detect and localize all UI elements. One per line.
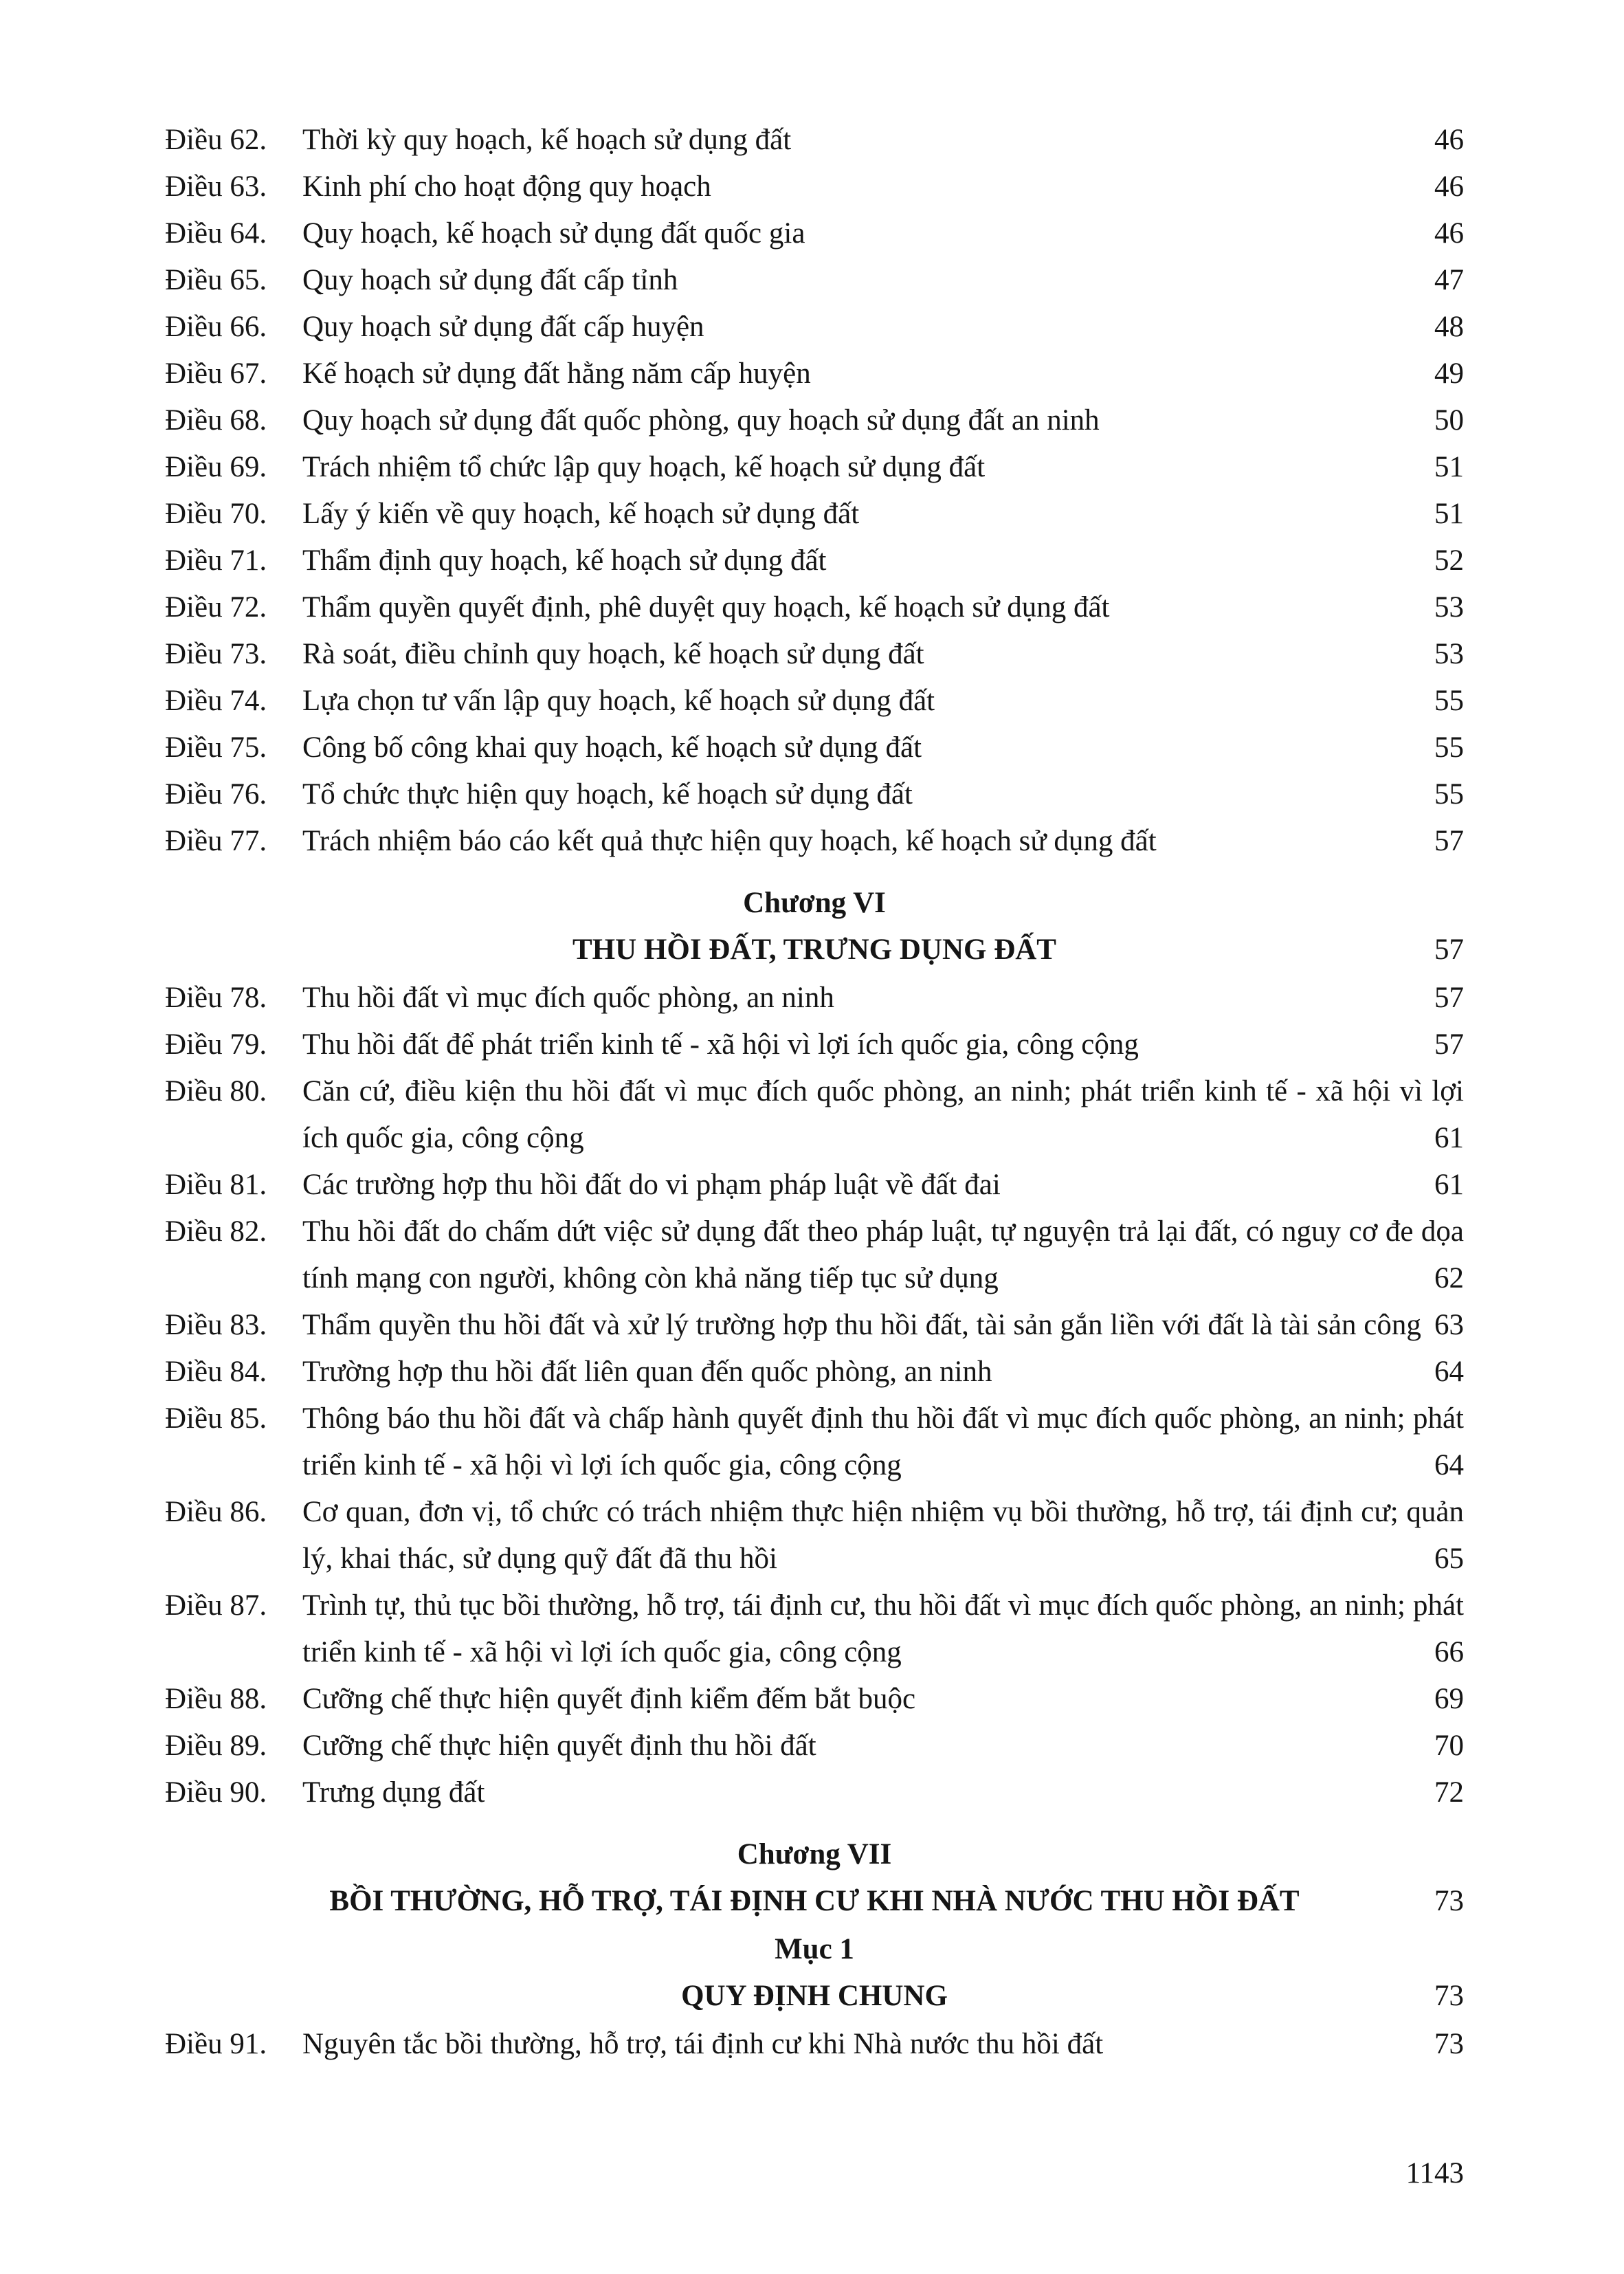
entry-number-label: Điều 64. — [165, 217, 267, 250]
entry-page-number: 61 — [1434, 1169, 1464, 1201]
entry-page-number: 61 — [1434, 1122, 1464, 1154]
entry-page-number: 51 — [1434, 498, 1464, 530]
entry-number-label: Điều 69. — [165, 451, 267, 483]
section-kicker: Mục 1 — [775, 1933, 854, 1965]
entry-number-label: Điều 83. — [165, 1309, 267, 1341]
toc-entry — [165, 1349, 1464, 1395]
entry-number-label: Điều 62. — [165, 124, 267, 156]
entry-number-label: Điều 82. — [165, 1215, 267, 1248]
entry-title: Thông báo thu hồi đất và chấp hành quyết định thu hồi đất vì mục đích quốc phòng, an ninh; phát triển kinh tế - xã hội vì lợi ích quốc gia, công cộng — [302, 1402, 1464, 1481]
entry-number-label: Điều 77. — [165, 825, 267, 857]
entry-page-number: 48 — [1434, 311, 1464, 343]
entry-number-label: Điều 70. — [165, 498, 267, 530]
entry-page-number: 70 — [1434, 1730, 1464, 1762]
entry-number-label: Điều 76. — [165, 778, 267, 810]
chapter-title: THU HỒI ĐẤT, TRƯNG DỤNG ĐẤT — [572, 934, 1056, 966]
entry-page-number: 55 — [1434, 731, 1464, 764]
toc-entry — [165, 1489, 1464, 1582]
entry-page-number: 46 — [1434, 124, 1464, 156]
entry-page-number: 64 — [1434, 1449, 1464, 1481]
entry-title: Tổ chức thực hiện quy hoạch, kế hoạch sử dụng đất — [302, 778, 913, 810]
entry-number-label: Điều 89. — [165, 1730, 267, 1762]
entry-page-number: 64 — [1434, 1356, 1464, 1388]
toc-entry — [165, 304, 1464, 351]
entry-page-number: 53 — [1434, 638, 1464, 670]
entry-page-number: 50 — [1434, 404, 1464, 437]
toc-entry — [165, 538, 1464, 584]
entry-title: Căn cứ, điều kiện thu hồi đất vì mục đích quốc phòng, an ninh; phát triển kinh tế - xã hội vì lợi ích quốc gia, công cộng — [302, 1075, 1464, 1154]
toc-entry — [165, 397, 1464, 444]
entry-title: Lựa chọn tư vấn lập quy hoạch, kế hoạch sử dụng đất — [302, 685, 935, 717]
entry-title: Cưỡng chế thực hiện quyết định kiểm đếm bắt buộc — [302, 1683, 916, 1715]
entry-number-label: Điều 86. — [165, 1496, 267, 1528]
toc-entry — [165, 1582, 1464, 1676]
entry-number-label: Điều 71. — [165, 544, 267, 577]
entry-number-label: Điều 80. — [165, 1075, 267, 1107]
entry-page-number: 49 — [1434, 357, 1464, 390]
entry-number-label: Điều 72. — [165, 591, 267, 623]
entry-title: Thời kỳ quy hoạch, kế hoạch sử dụng đất — [302, 124, 792, 156]
toc-entry — [165, 1022, 1464, 1068]
entry-number-label: Điều 91. — [165, 2028, 267, 2060]
entry-page-number: 62 — [1434, 1262, 1464, 1294]
toc-entry — [165, 1769, 1464, 1816]
entry-page-number: 55 — [1434, 685, 1464, 717]
entry-title: Quy hoạch sử dụng đất cấp tỉnh — [302, 264, 678, 296]
entry-page-number: 47 — [1434, 264, 1464, 296]
toc-chapter-heading — [165, 880, 1464, 973]
entry-title: Quy hoạch sử dụng đất cấp huyện — [302, 311, 704, 343]
entry-page-number: 73 — [1434, 2028, 1464, 2060]
entry-number-label: Điều 63. — [165, 170, 267, 203]
toc-entry — [165, 444, 1464, 491]
entry-page-number: 46 — [1434, 170, 1464, 203]
entry-title: Thu hồi đất để phát triển kinh tế - xã hội vì lợi ích quốc gia, công cộng — [302, 1028, 1139, 1061]
toc-list — [165, 117, 1464, 2068]
toc-entry — [165, 210, 1464, 257]
entry-page-number: 52 — [1434, 544, 1464, 577]
entry-title: Các trường hợp thu hồi đất do vi phạm pháp luật về đất đai — [302, 1169, 1001, 1201]
toc-entry — [165, 975, 1464, 1022]
chapter-title: BỒI THƯỜNG, HỖ TRỢ, TÁI ĐỊNH CƯ KHI NHÀ NƯỚC THU HỒI ĐẤT — [329, 1885, 1300, 1917]
toc-chapter-heading — [165, 1831, 1464, 1925]
entry-number-label: Điều 65. — [165, 264, 267, 296]
chapter-page-number: 57 — [1434, 934, 1464, 966]
entry-number-label: Điều 66. — [165, 311, 267, 343]
entry-title: Kinh phí cho hoạt động quy hoạch — [302, 170, 711, 203]
toc-entry — [165, 678, 1464, 725]
entry-title: Trưng dụng đất — [302, 1776, 485, 1809]
entry-number-label: Điều 75. — [165, 731, 267, 764]
section-title-line — [165, 1973, 1464, 2020]
toc-entry — [165, 117, 1464, 164]
entry-title: Trách nhiệm tổ chức lập quy hoạch, kế hoạch sử dụng đất — [302, 451, 986, 483]
entry-number-label: Điều 90. — [165, 1776, 267, 1809]
entry-title: Thẩm quyền quyết định, phê duyệt quy hoạch, kế hoạch sử dụng đất — [302, 591, 1110, 623]
toc-entry — [165, 1208, 1464, 1302]
toc-entry — [165, 2021, 1464, 2068]
entry-page-number: 65 — [1434, 1543, 1464, 1575]
entry-number-label: Điều 81. — [165, 1169, 267, 1201]
chapter-title-line — [165, 927, 1464, 973]
entry-page-number: 53 — [1434, 591, 1464, 623]
entry-title: Trách nhiệm báo cáo kết quả thực hiện quy hoạch, kế hoạch sử dụng đất — [302, 825, 1157, 857]
toc-entry — [165, 818, 1464, 865]
entry-title: Thu hồi đất vì mục đích quốc phòng, an ninh — [302, 982, 834, 1014]
entry-page-number: 57 — [1434, 982, 1464, 1014]
entry-title: Cơ quan, đơn vị, tổ chức có trách nhiệm thực hiện nhiệm vụ bồi thường, hỗ trợ, tái định cư; quản lý, khai thác, sử dụng quỹ đất đã thu hồi — [302, 1496, 1464, 1575]
entry-number-label: Điều 68. — [165, 404, 267, 437]
entry-number-label: Điều 88. — [165, 1683, 267, 1715]
chapter-page-number: 73 — [1434, 1885, 1464, 1917]
toc-entry — [165, 351, 1464, 397]
toc-entry — [165, 491, 1464, 538]
entry-title: Quy hoạch, kế hoạch sử dụng đất quốc gia — [302, 217, 805, 250]
toc-entry — [165, 1068, 1464, 1162]
toc-entry — [165, 257, 1464, 304]
entry-title: Trường hợp thu hồi đất liên quan đến quốc phòng, an ninh — [302, 1356, 992, 1388]
page-number-footer: 1143 — [1405, 2157, 1464, 2189]
toc-entry — [165, 1395, 1464, 1489]
toc-entry — [165, 1302, 1464, 1349]
toc-entry — [165, 1162, 1464, 1208]
entry-title: Quy hoạch sử dụng đất quốc phòng, quy hoạch sử dụng đất an ninh — [302, 404, 1100, 437]
entry-page-number: 55 — [1434, 778, 1464, 810]
entry-page-number: 66 — [1434, 1636, 1464, 1668]
entry-page-number: 72 — [1434, 1776, 1464, 1809]
entry-page-number: 51 — [1434, 451, 1464, 483]
chapter-kicker: Chương VI — [743, 887, 886, 919]
entry-number-label: Điều 87. — [165, 1589, 267, 1622]
section-title: QUY ĐỊNH CHUNG — [681, 1980, 948, 2012]
entry-title: Lấy ý kiến về quy hoạch, kế hoạch sử dụng đất — [302, 498, 860, 530]
entry-number-label: Điều 78. — [165, 982, 267, 1014]
entry-title: Thu hồi đất do chấm dứt việc sử dụng đất theo pháp luật, tự nguyện trả lại đất, có nguy cơ đe dọa tính mạng con người, không còn khả năng tiếp tục sử dụng — [302, 1215, 1464, 1294]
entry-page-number: 69 — [1434, 1683, 1464, 1715]
chapter-title-line — [165, 1878, 1464, 1925]
entry-title: Thẩm định quy hoạch, kế hoạch sử dụng đất — [302, 544, 827, 577]
toc-entry — [165, 771, 1464, 818]
entry-number-label: Điều 73. — [165, 638, 267, 670]
toc-entry — [165, 631, 1464, 678]
chapter-kicker: Chương VII — [737, 1838, 892, 1870]
toc-entry — [165, 1723, 1464, 1769]
toc-entry — [165, 1676, 1464, 1723]
entry-title: Trình tự, thủ tục bồi thường, hỗ trợ, tái định cư, thu hồi đất vì mục đích quốc phòng, an ninh; phát triển kinh tế - xã hội vì lợi ích quốc gia, công cộng — [302, 1589, 1464, 1668]
entry-number-label: Điều 74. — [165, 685, 267, 717]
entry-number-label: Điều 79. — [165, 1028, 267, 1061]
toc-entry — [165, 725, 1464, 771]
entry-title: Nguyên tắc bồi thường, hỗ trợ, tái định cư khi Nhà nước thu hồi đất — [302, 2028, 1104, 2060]
entry-page-number: 63 — [1434, 1309, 1464, 1341]
entry-number-label: Điều 67. — [165, 357, 267, 390]
toc-entry — [165, 164, 1464, 210]
entry-title: Thẩm quyền thu hồi đất và xử lý trường hợp thu hồi đất, tài sản gắn liền với đất là tài sản công — [302, 1309, 1421, 1341]
entry-page-number: 46 — [1434, 217, 1464, 250]
entry-title: Cưỡng chế thực hiện quyết định thu hồi đất — [302, 1730, 816, 1762]
entry-title: Kế hoạch sử dụng đất hằng năm cấp huyện — [302, 357, 811, 390]
entry-number-label: Điều 85. — [165, 1402, 267, 1435]
entry-title: Rà soát, điều chỉnh quy hoạch, kế hoạch sử dụng đất — [302, 638, 924, 670]
entry-page-number: 57 — [1434, 1028, 1464, 1061]
entry-number-label: Điều 84. — [165, 1356, 267, 1388]
section-page-number: 73 — [1434, 1980, 1464, 2012]
entry-title: Công bố công khai quy hoạch, kế hoạch sử dụng đất — [302, 731, 922, 764]
toc-entry — [165, 584, 1464, 631]
toc-section-heading — [165, 1926, 1464, 2020]
entry-page-number: 57 — [1434, 825, 1464, 857]
